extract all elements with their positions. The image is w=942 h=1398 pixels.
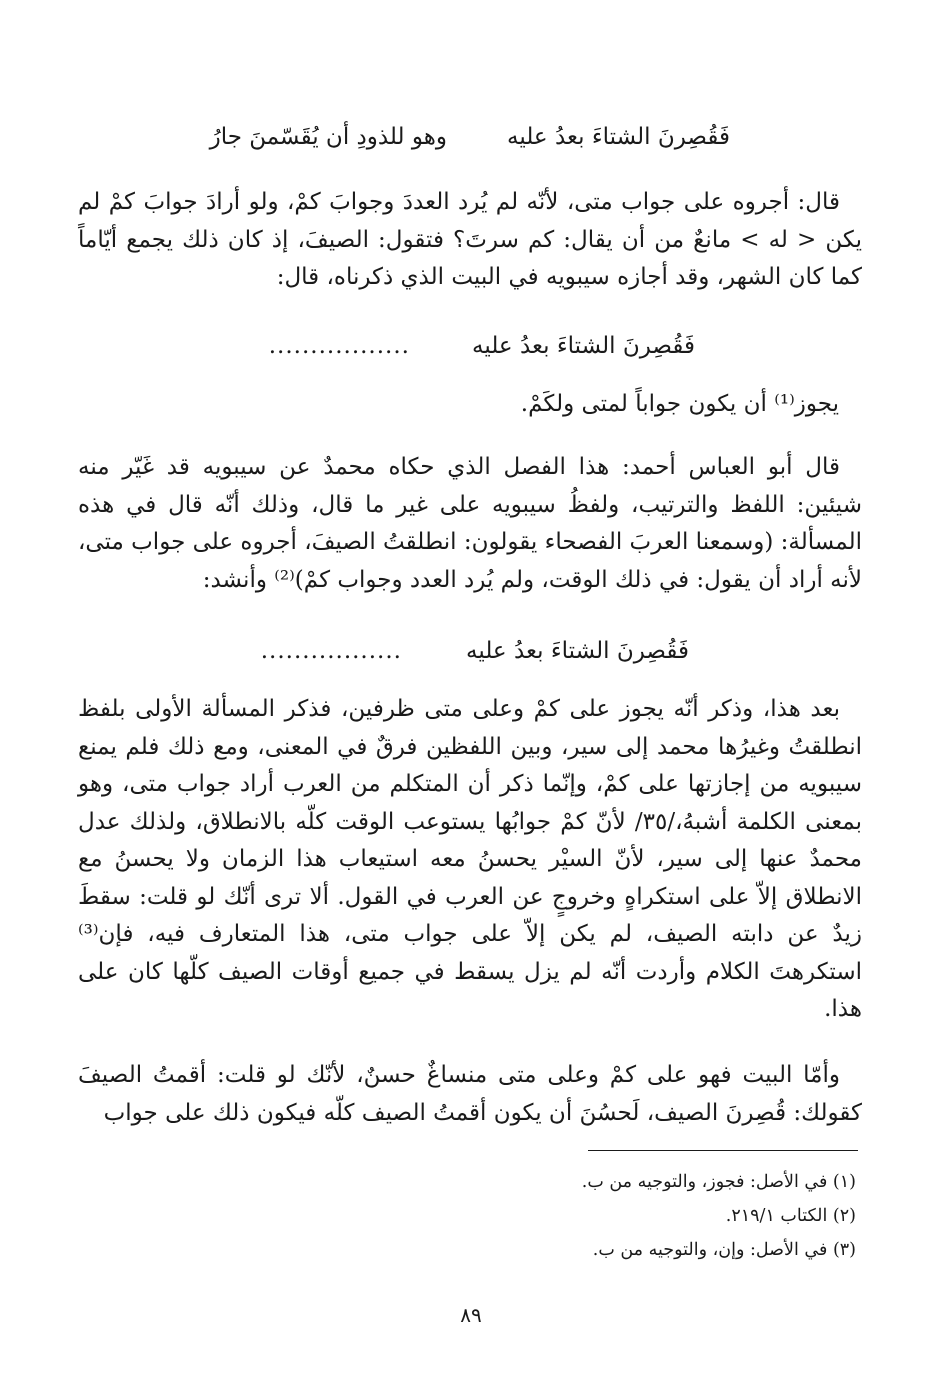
footnote-1: (١) في الأصل: فجوز، والتوجيه من ب. [581,1172,856,1192]
verse-3-first-hemistich: فَقُصِرنَ الشتاءَ بعدُ عليه [466,638,689,664]
verse-1-second-hemistich: وهو للذودِ أن يُقَسّمنَ جارُ [209,124,447,150]
verse-3-second-hemistich: ................. [260,638,402,664]
verse-1 [0,124,942,164]
verse-2-first-hemistich: فَقُصِرنَ الشتاءَ بعدُ عليه [472,333,695,359]
permits-line: يجوز⁽¹⁾ أن يكون جواباً لمتى ولكَمْ. [520,391,839,417]
verse-2 [0,333,942,373]
verse-1-first-hemistich: فَقُصِرنَ الشتاءَ بعدُ عليه [507,124,730,150]
page-number: ٨٩ [460,1303,482,1327]
paragraph-4: وأمّا البيت فهو على كمْ وعلى متى منساغٌ حسنٌ، لأنّك لو قلت: أقمتُ الصيفَ كقولك: قُصِرنَ الصيف، لَحسُنَ أن يكون أقمتُ الصيف كلّه فيكون ذلك على جواب [78,1062,862,1126]
footnote-separator [588,1150,858,1151]
verse-3 [0,638,942,678]
paragraph-3: بعد هذا، وذكر أنّه يجوز على كمْ وعلى متى ظرفين، فذكر المسألة الأولى بلفظ انطلقتُ وغيرُها محمد إلى سير، وبين اللفظين فرقٌ في المعنى، ومع ذلك فلم يمنع سيبويه من إجازتها على كمْ، وإنّما ذكر أن المتكلم من العرب أراد جواب متى، وهو بمعنى الكلمة أشبهُ،/٣٥/ لأنّ كمْ جوابُها يستوعب الوقت كلّه بالانطلاق، ولذلك عدل محمدٌ عنها إلى سير، لأنّ السيْر يحسنُ معه استيعاب هذا الزمان ولا يحسنُ مع الانطلاق إلاّ على استكراهٍ وخروجٍ عن العرب في القول. ألا ترى أنّك لو قلت: سقطَ زيدٌ عن دابته الصيف، لم يكن إلاّ على جواب متى، هذا المتعارف فيه، فإن⁽³⁾ استكرهتَ الكلام وأردت أنّه لم يزل يسقط في جميع أوقات الصيف كلّها كان على هذا. [78,696,862,1022]
footnote-2: (٢) الكتاب ٢١٩/١. [725,1206,856,1226]
footnote-3: (٣) في الأصل: وإن، والتوجيه من ب. [592,1240,856,1260]
paragraph-2: قال أبو العباس أحمد: هذا الفصل الذي حكاه محمدٌ عن سيبويه قد غَيّر منه شيئين: اللفظ والترتيب، ولفظُ سيبويه على غير ما قال، وذلك أنّه قال في هذه المسألة: (وسمعنا العربَ الفصحاء يقولون: انطلقتُ الصيفَ، أجروه على جواب متى، لأنه أراد أن يقول: في ذلك الوقت، ولم يُرد العدد وجواب كمْ)⁽²⁾ وأنشد: [77,454,862,593]
verse-2-second-hemistich: ................. [268,333,410,359]
footnotes [156,1165,856,1267]
paragraph-1: قال: أجروه على جواب متى، لأنّه لم يُرد العددَ وجوابَ كمْ، ولو أرادَ جوابَ كمْ لم يكن < له > مانعٌ من أن يقال: كم سرتَ؟ فتقول: الصيفَ، إذ كان ذلك يجمع أيّاماً كما كان الشهر، وقد أجازه سيبويه في البيت الذي ذكرناه، قال: [78,189,862,290]
